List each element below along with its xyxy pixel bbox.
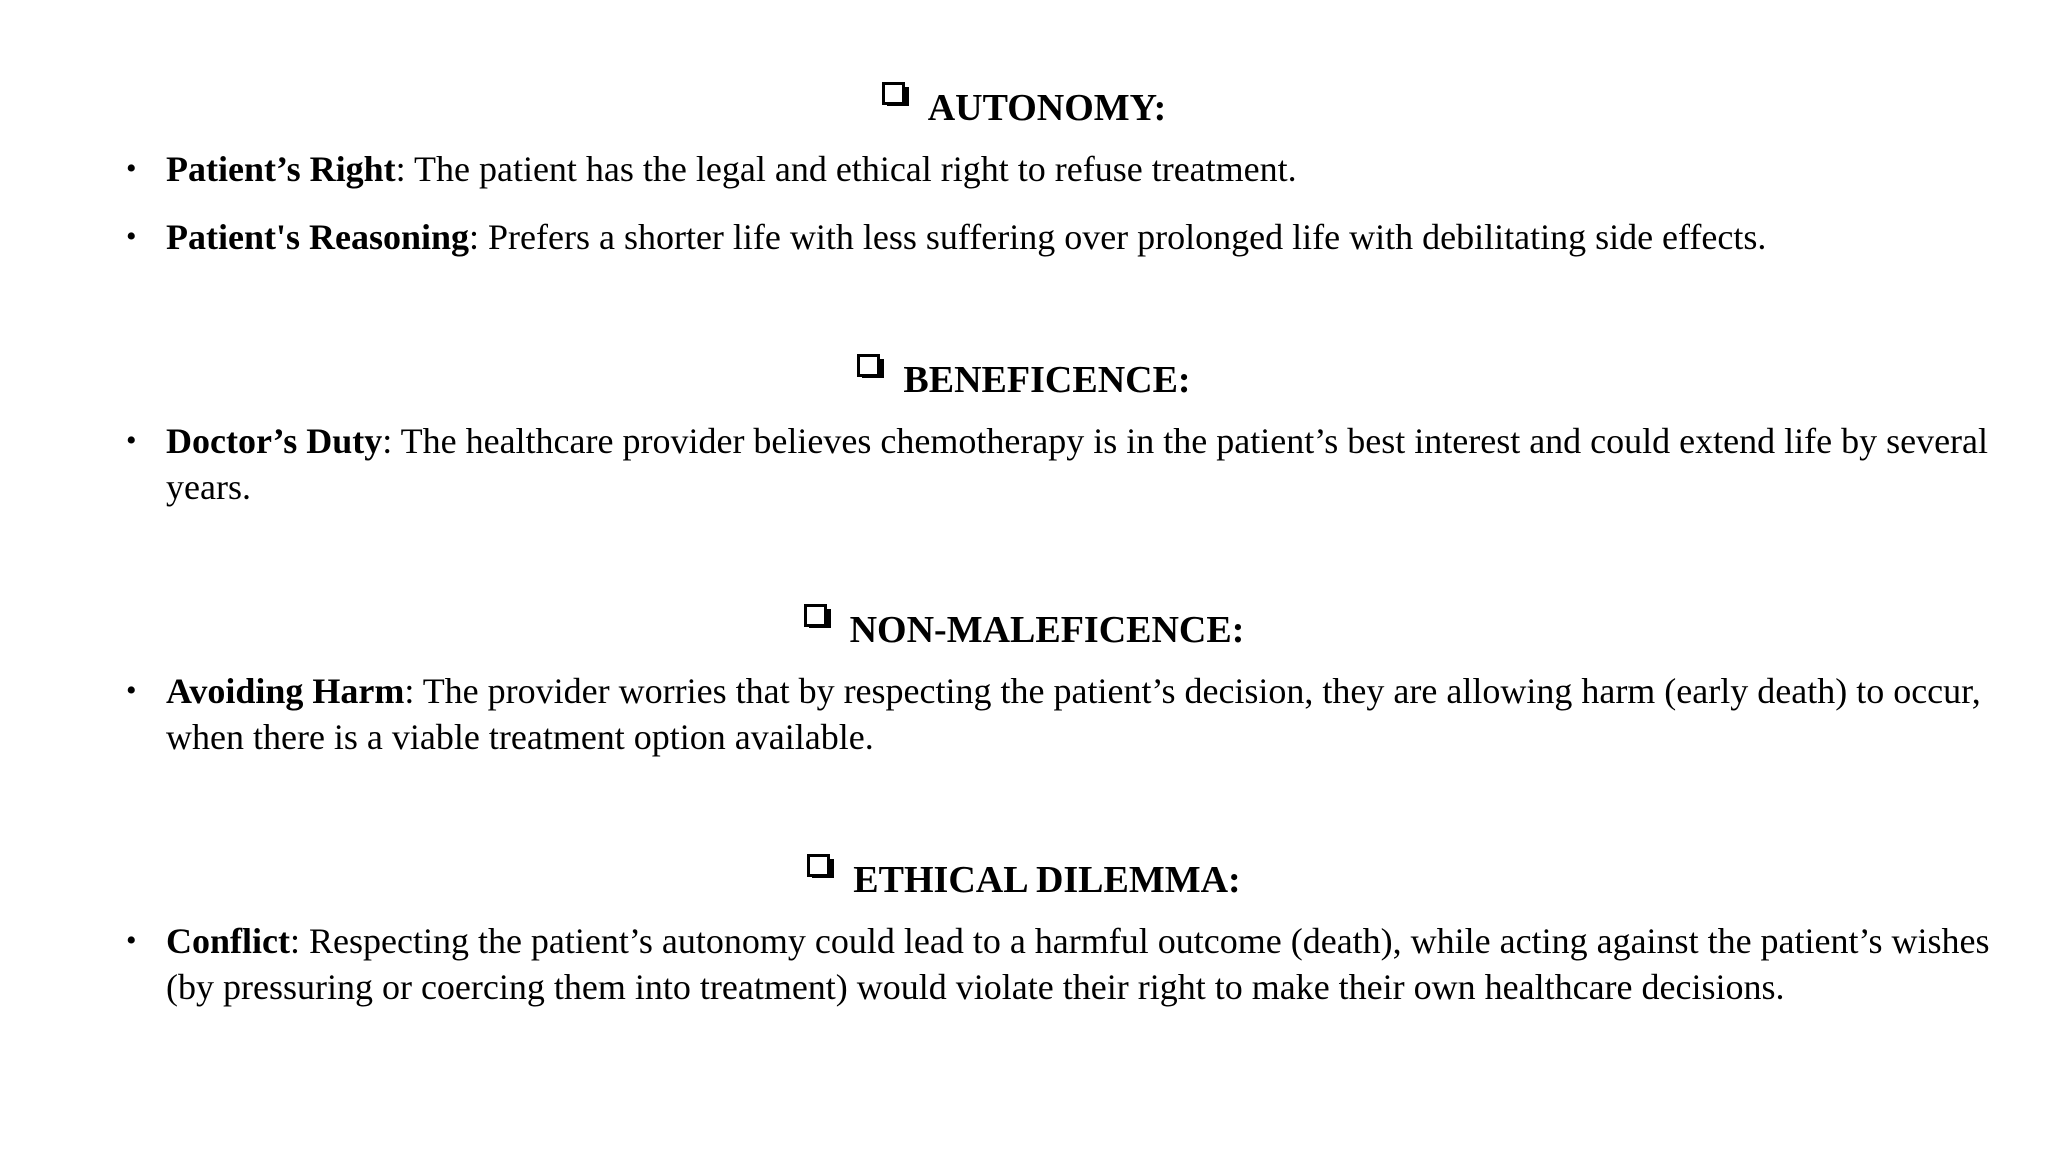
section-non-maleficence — [0, 600, 2048, 760]
section-heading-text: ETHICAL DILEMMA: — [853, 859, 1241, 901]
bullet-text: : The provider worries that by respecting the patient’s decision, they are allowing harm (early death) to occur, when there is a viable treatment option available. — [166, 671, 1981, 757]
bullet-term: Avoiding Harm — [166, 671, 405, 711]
bullet-dot: • — [126, 924, 137, 957]
bullet-term: Doctor’s Duty — [166, 421, 383, 461]
bullet-text: : The healthcare provider believes chemotherapy is in the patient’s best interest and could extend life by several years. — [166, 421, 1989, 507]
bullet-dot: • — [126, 674, 137, 707]
list-item — [0, 418, 2048, 510]
bullet-list — [0, 918, 2048, 1010]
bullet-term: Conflict — [166, 921, 290, 961]
section-beneficence — [0, 350, 2048, 510]
bullet-term: Patient’s Right — [166, 149, 396, 189]
list-item — [0, 918, 2048, 1010]
section-ethical-dilemma — [0, 850, 2048, 1010]
checkbox-icon — [804, 604, 830, 634]
section-autonomy — [0, 78, 2048, 260]
bullet-term: Patient's Reasoning — [166, 217, 470, 257]
checkbox-icon — [857, 354, 883, 384]
bullet-text: : Prefers a shorter life with less suffering over prolonged life with debilitating side effects. — [469, 217, 1767, 257]
bullet-list — [0, 146, 2048, 260]
section-heading-text: BENEFICENCE: — [903, 359, 1191, 401]
bullet-dot: • — [126, 152, 137, 185]
bullet-list — [0, 418, 2048, 510]
section-heading-text: NON-MALEFICENCE: — [849, 609, 1245, 651]
list-item — [0, 668, 2048, 760]
bullet-text: : Respecting the patient’s autonomy could lead to a harmful outcome (death), while acting against the patient’s wishes (by pressuring or coercing them into treatment) would violate their right to make their own healthcare decisions. — [166, 921, 1990, 1007]
section-heading — [0, 350, 2048, 410]
checkbox-icon — [807, 854, 833, 884]
checkbox-icon — [882, 82, 908, 112]
section-heading-text: AUTONOMY: — [927, 87, 1167, 129]
bullet-dot: • — [126, 424, 137, 457]
bullet-text: : The patient has the legal and ethical right to refuse treatment. — [395, 149, 1297, 189]
bullet-dot: • — [126, 220, 137, 253]
section-heading — [0, 850, 2048, 910]
list-item — [0, 146, 2048, 192]
section-heading — [0, 600, 2048, 660]
list-item — [0, 214, 2048, 260]
bullet-list — [0, 668, 2048, 760]
section-heading — [0, 78, 2048, 138]
